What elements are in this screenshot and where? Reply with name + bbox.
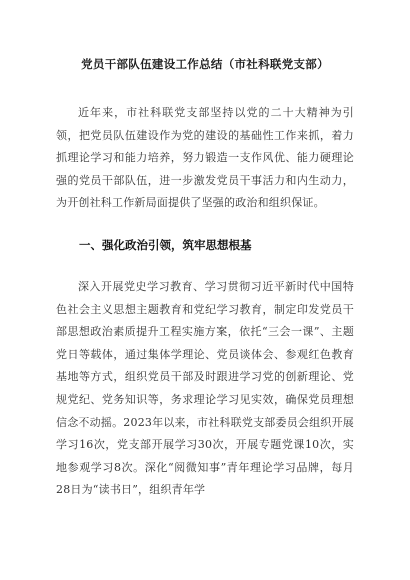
section-body-paragraph: 深入开展党史学习教育、学习贯彻习近平新时代中国特色社会主义思想主题教育和党纪学习教育，制定印发党员干部思想政治素质提升工程实施方案，依托“三会一课”、主题党日等载体，通过集体学理论、党员谈体会、参观红色教育基地等方式，组织党员干部及时跟进学习党的创新理论、党规党纪、党务知识等，务求理论学习见实效，确保党员理想信念不动摇。2023年以来，市社科联党支部委员会组织开展学习16次，党支部开展学习30次，开展专题党课10次，实地参观学习8次。深化“阅微知事”青年理论学习品牌，每月28日为“读书日”，组织青年学 [56, 279, 354, 497]
intro-paragraph: 近年来，市社科联党支部坚持以党的二十大精神为引领，把党员队伍建设作为党的建设的基础性工作来抓，着力抓理论学习和能力培养，努力锻造一支作风优、能力硬理论强的党员干部队伍，进一步激发党员干事活力和内生动力，为开创社科工作新局面提供了坚强的政治和组织保证。 [56, 106, 354, 210]
section-heading: 一、强化政治引领，筑牢思想根基 [79, 237, 252, 252]
document-title: 党员干部队伍建设工作总结（市社科联党支部） [81, 57, 329, 71]
